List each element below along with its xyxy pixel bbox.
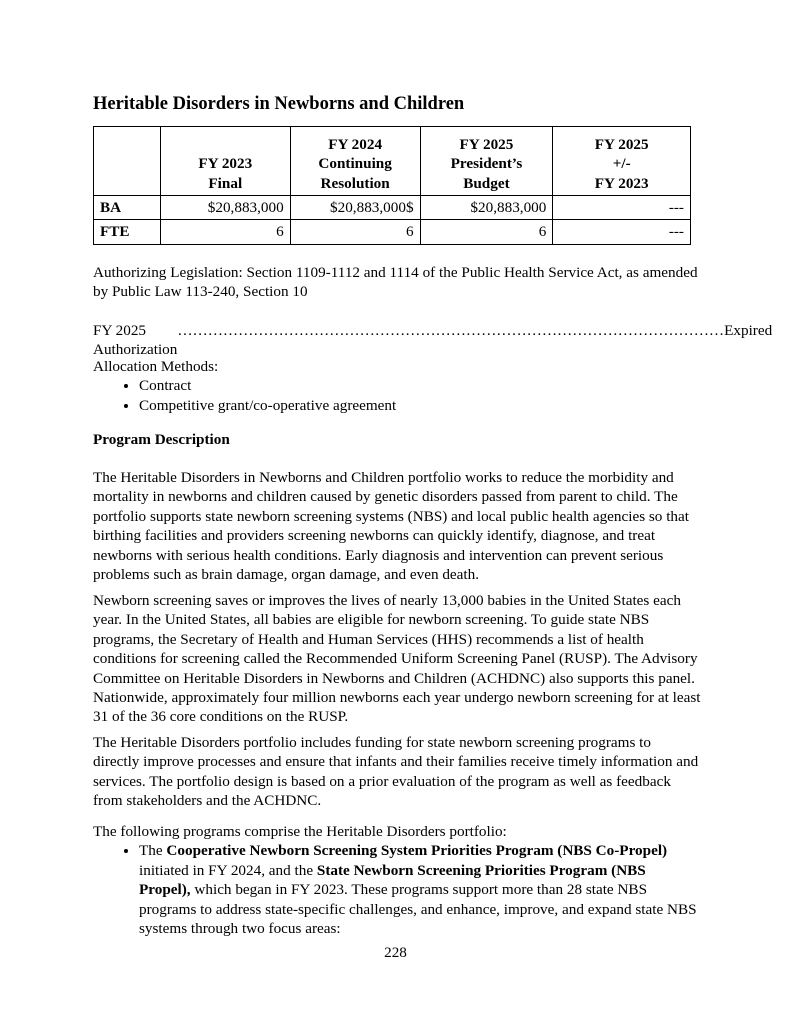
header-fy2023: FY 2023 Final xyxy=(160,127,290,196)
header-empty xyxy=(94,127,161,196)
paragraph-block xyxy=(93,733,701,811)
cell: 6 xyxy=(420,220,553,244)
allocation-heading: Allocation Methods: xyxy=(93,358,219,375)
paragraph-block xyxy=(93,591,701,727)
paragraph: The Heritable Disorders portfolio includes funding for state newborn screening programs to directly improve processes and ensure that infants and their families receive timely information and services. The portfolio design is based on a prior evaluation of the program as well as feedback from stakeholders and the ACHDNC. xyxy=(93,734,699,810)
cell: --- xyxy=(553,196,691,220)
table-row xyxy=(94,196,691,220)
program-description-heading-block xyxy=(93,430,701,449)
authorizing-legislation-block xyxy=(93,263,701,302)
paragraph-block xyxy=(93,468,701,584)
list-item: • Competitive grant/co-operative agreement xyxy=(139,396,701,415)
budget-table xyxy=(93,126,691,245)
paragraph: The following programs comprise the Heritable Disorders portfolio: xyxy=(93,823,507,840)
section-title: Heritable Disorders in Newborns and Children xyxy=(93,94,465,114)
header-fy2025: FY 2025 President’s Budget xyxy=(420,127,553,196)
cell: 6 xyxy=(160,220,290,244)
program-list xyxy=(93,841,701,938)
dot-leader: ……………………………………………………………………………………………… xyxy=(177,322,725,339)
section-title-block xyxy=(93,93,701,115)
cell: $20,883,000 xyxy=(420,196,553,220)
authorizing-legislation: Authorizing Legislation: Section 1109-1112 and 1114 of the Public Health Service Act, as amended by Public Law 113-240, Section 10 xyxy=(93,264,698,301)
budget-table-block xyxy=(93,126,701,245)
row-label: BA xyxy=(94,196,161,220)
allocation-block xyxy=(93,357,701,415)
paragraph-block xyxy=(93,822,701,938)
list-item: • The Cooperative Newborn Screening System Priorities Program (NBS Co-Propel) initiated in FY 2024, and the State Newborn Screening Priorities Program (NBS Propel), which began in FY 2023. These programs support more than 28 state NBS programs to address state-specific challenges, and enhance, improve, and expand state NBS systems through two focus areas: xyxy=(139,841,701,938)
table-row xyxy=(94,220,691,244)
list-item: • Contract xyxy=(139,376,701,395)
authorization-line xyxy=(93,321,773,360)
program-description-heading: Program Description xyxy=(93,431,230,448)
authorization-label: FY 2025 Authorization xyxy=(93,322,178,359)
cell: $20,883,000$ xyxy=(290,196,420,220)
table-header-row xyxy=(94,127,691,196)
page-number: 228 xyxy=(384,944,407,961)
cell: --- xyxy=(553,220,691,244)
allocation-list xyxy=(93,376,701,415)
header-fy2024: FY 2024 Continuing Resolution xyxy=(290,127,420,196)
header-diff: FY 2025 +/- FY 2023 xyxy=(553,127,691,196)
row-label: FTE xyxy=(94,220,161,244)
cell: 6 xyxy=(290,220,420,244)
paragraph: Newborn screening saves or improves the lives of nearly 13,000 babies in the United States each year. In the United States, all babies are eligible for newborn screening. To guide state NBS programs, the Secretary of Health and Human Services (HHS) recommends a list of health conditions for screening called the Recommended Uniform Screening Panel (RUSP). The Advisory Committee on Heritable Disorders in Newborns and Children (ACHDNC) also supports this panel. Nationwide, approximately four million newborns each year undergo newborn screening for at least 31 of the 36 core conditions on the RUSP. xyxy=(93,592,701,726)
paragraph: The Heritable Disorders in Newborns and Children portfolio works to reduce the morbidity and mortality in newborns and children caused by genetic disorders passed from parent to child. The portfolio supports state newborn screening systems (NBS) and local public health agencies so that birthing facilities and providers screening newborns can quickly identify, diagnose, and treat newborns with serious health conditions. Early diagnosis and intervention can prevent serious problems such as brain damage, organ damage, and even death. xyxy=(93,469,689,584)
authorization-value: Expired xyxy=(724,322,773,339)
cell: $20,883,000 xyxy=(160,196,290,220)
